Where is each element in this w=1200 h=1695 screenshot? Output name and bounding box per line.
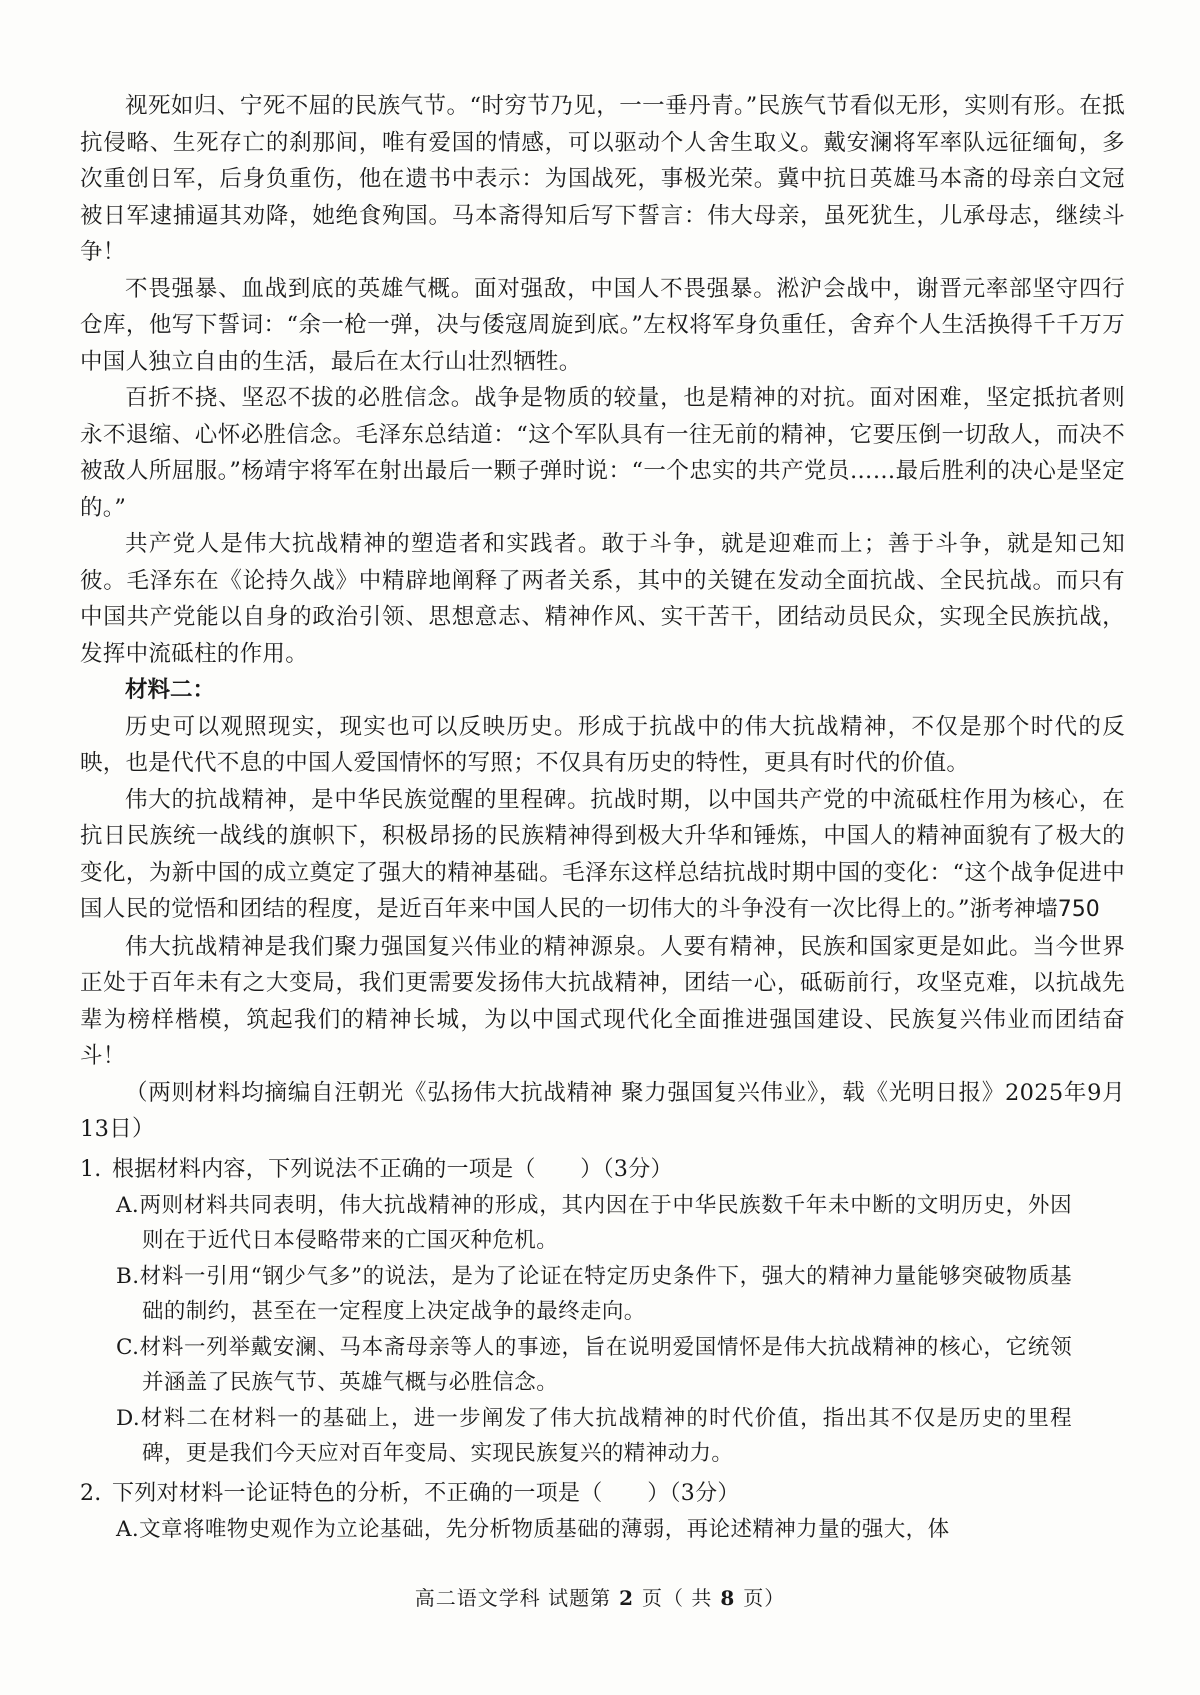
material2-paragraph-2-text: 伟大的抗战精神，是中华民族觉醒的里程碑。抗战时期，以中国共产党的中流砥柱作用为核心，在抗日民族统一战线的旗帜下，积极昂扬的民族精神得到极大升华和锤炼，中国人的精神面貌有了极大的变化，为新中国的成立奠定了强大的精神基础。毛泽东这样总结抗战时期中国的变化：“这个战争促进中国人民的觉悟和团结的程度，是近百年来中国人民的一切伟大的斗争没有一次比得上的。” — [80, 786, 1125, 922]
footer-page-number: 2 — [619, 1586, 634, 1610]
question-2-number: 2. — [80, 1480, 102, 1506]
material1-paragraph-4: 共产党人是伟大抗战精神的塑造者和实践者。敢于斗争，就是迎难而上；善于斗争，就是知己知彼。毛泽东在《论持久战》中精辟地阐释了两者关系，其中的关键在发动全面抗战、全民抗战。而只有中国共产党能以自身的政治引领、思想意志、精神作风、实干苦干，团结动员民众，实现全民族抗战，发挥中流砥柱的作用。 — [80, 531, 1125, 667]
question-2 — [80, 1476, 1125, 1548]
question-1-option-d: D.材料二在材料一的基础上，进一步阐发了伟大抗战精神的时代价值，指出其不仅是历史的里程碑，更是我们今天应对百年变局、实现民族复兴的精神动力。 — [116, 1405, 1072, 1466]
question-2-option-a: A.文章将唯物史观作为立论基础，先分析物质基础的薄弱，再论述精神力量的强大，体 — [116, 1516, 950, 1542]
question-1-text: 根据材料内容，下列说法不正确的一项是（ ）（3分） — [112, 1156, 673, 1182]
question-1-option-a: A.两则材料共同表明，伟大抗战精神的形成，其内因在于中华民族数千年未中断的文明历史，外因则在于近代日本侵略带来的亡国灭种危机。 — [116, 1192, 1072, 1253]
material1-paragraph-3: 百折不挠、坚忍不拔的必胜信念。战争是物质的较量，也是精神的对抗。面对困难，坚定抵抗者则永不退缩、心怀必胜信念。毛泽东总结道：“这个军队具有一往无前的精神，它要压倒一切敌人，而决不被敌人所屈服。”杨靖宇将军在射出最后一颗子弹时说：“一个忠实的共产党员……最后胜利的决心是坚定的。” — [80, 385, 1125, 521]
material2-heading: 材料二： — [125, 677, 216, 703]
material2-paragraph-2 — [80, 782, 1125, 929]
footer-prefix: 高二语文学科 试题第 — [414, 1586, 612, 1610]
question-1 — [80, 1152, 1125, 1472]
question-1-option-b: B.材料一引用“钢少气多”的说法，是为了论证在特定历史条件下，强大的精神力量能够突破物质基础的制约，甚至在一定程度上决定战争的最终走向。 — [116, 1263, 1072, 1324]
footer-mid: 页（ 共 — [642, 1586, 713, 1610]
question-2-text: 下列对材料一论证特色的分析，不正确的一项是（ ）（3分） — [112, 1480, 740, 1506]
material2-paragraph-1: 历史可以观照现实，现实也可以反映历史。形成于抗战中的伟大抗战精神，不仅是那个时代的反映，也是代代不息的中国人爱国情怀的写照；不仅具有历史的特性，更具有时代的价值。 — [80, 713, 1125, 776]
material2-paragraph-3: 伟大抗战精神是我们聚力强国复兴伟业的精神源泉。人要有精神，民族和国家更是如此。当今世界正处于百年未有之大变局，我们更需要发扬伟大抗战精神，团结一心，砥砺前行，攻坚克难，以抗战先辈为榜样楷模，筑起我们的精神长城，为以中国式现代化全面推进强国建设、民族复兴伟业而团结奋斗！ — [80, 933, 1125, 1069]
question-1-option-c: C.材料一列举戴安澜、马本斋母亲等人的事迹，旨在说明爱国情怀是伟大抗战精神的核心，它统领并涵盖了民族气节、英雄气概与必胜信念。 — [116, 1334, 1072, 1395]
question-1-number: 1. — [80, 1156, 102, 1182]
question-1-stem — [80, 1152, 1125, 1188]
footer-total-pages: 8 — [720, 1586, 736, 1610]
page-footer — [0, 1582, 1200, 1611]
material1-paragraph-2: 不畏强暴、血战到底的英雄气概。面对强敌，中国人不畏强暴。淞沪会战中，谢晋元率部坚守四行仓库，他写下誓词：“余一枪一弹，决与倭寇周旋到底。”左权将军身负重任，舍弃个人生活换得千千万万中国人独立自由的生活，最后在太行山壮烈牺牲。 — [80, 275, 1125, 375]
material1-paragraph-1: 视死如归、宁死不屈的民族气节。“时穷节乃见，一一垂丹青。”民族气节看似无形，实则有形。在抵抗侵略、生死存亡的刹那间，唯有爱国的情感，可以驱动个人舍生取义。戴安澜将军率队远征缅甸，多次重创日军，后身负重伤，他在遗书中表示：为国战死，事极光荣。冀中抗日英雄马本斋的母亲白文冠被日军逮捕逼其劝降，她绝食殉国。马本斋得知后写下誓言：伟大母亲，虽死犹生，儿承母志，继续斗争！ — [80, 93, 1125, 265]
watermark-text: 浙考神墙750 — [969, 897, 1100, 922]
question-2-stem — [80, 1476, 1125, 1512]
page-content — [80, 88, 1125, 1547]
footer-suffix: 页） — [743, 1586, 786, 1610]
source-note: （两则材料均摘编自汪朝光《弘扬伟大抗战精神 聚力强国复兴伟业》，载《光明日报》2025年9月13日） — [80, 1079, 1125, 1142]
